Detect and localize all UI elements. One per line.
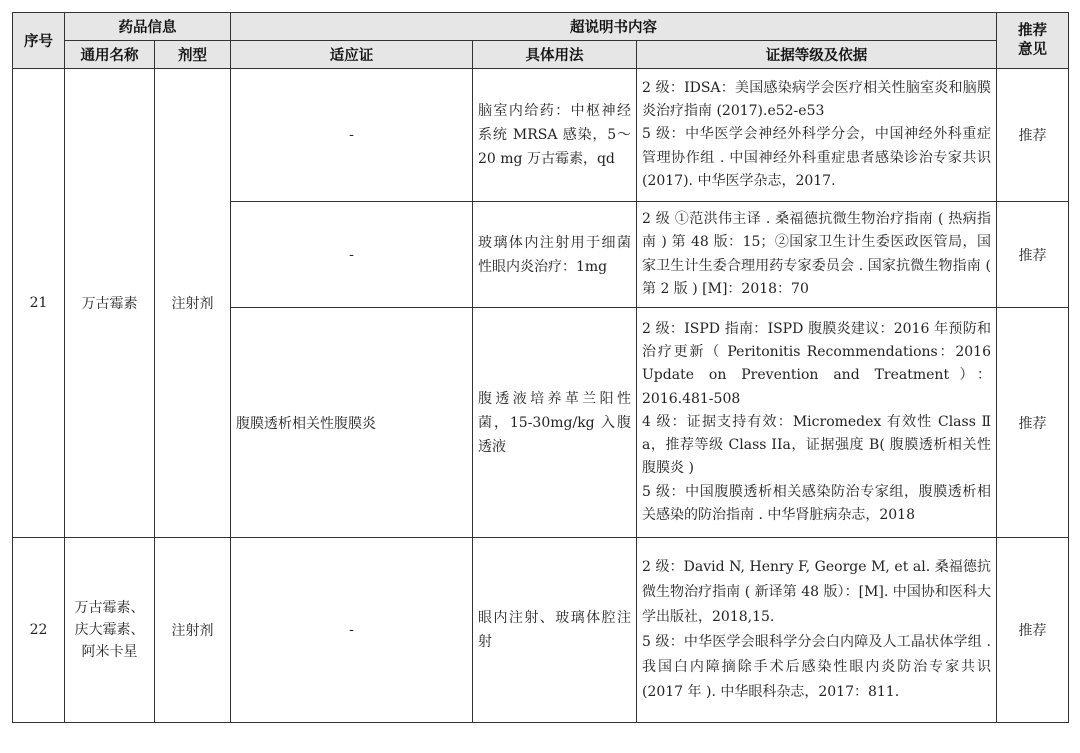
usage-cell: 玻璃体内注射用于细菌性眼内炎治疗：1mg xyxy=(473,202,637,308)
evidence-cell xyxy=(637,202,997,308)
evidence-entry: 2 级 ①范洪伟主译 . 桑福德抗微生物治疗指南 ( 热病指南 ) 第 48 版：15；②国家卫生计生委医政医管局，国家卫生计生委合理用药专家委员会 . 国家抗微生物指南 ( 第 2 版 ) [M]：2018：70 xyxy=(642,211,991,297)
indication-cell: 腹膜透析相关性腹膜炎 xyxy=(231,308,473,538)
evidence-entry: 5 级：中国腹膜透析相关感染防治专家组，腹膜透析相关感染的防治指南 . 中华肾脏病杂志，2018 xyxy=(642,483,991,523)
header-dosage-form: 剂型 xyxy=(155,41,231,69)
evidence-cell xyxy=(637,308,997,538)
usage-cell: 腹透液培养革兰阳性菌，15-30mg/kg 入腹透液 xyxy=(473,308,637,538)
generic-name-cell xyxy=(65,538,155,723)
recommend-cell: 推荐 xyxy=(997,202,1069,308)
generic-name-cell: 万古霉素 xyxy=(65,69,155,538)
evidence-entry: 4 级：证据支持有效：Micromedex 有效性 Class Ⅱ a，推荐等级 Class IIa，证据强度 B( 腹膜透析相关性腹膜炎 ) xyxy=(642,413,991,477)
evidence-entry: 5 级：中华医学会眼科学分会白内障及人工晶状体学组 . 我国白内障摘除手术后感染性眼内炎防治专家共识 (2017 年 ). 中华眼科杂志，2017：811. xyxy=(642,634,991,700)
indication-cell: - xyxy=(231,538,473,723)
evidence-entry: 5 级：中华医学会神经外科学分会，中国神经外科重症管理协作组 . 中国神经外科重症患者感染诊治专家共识 (2017). 中华医学杂志，2017. xyxy=(642,126,991,189)
offlabel-drug-table xyxy=(12,12,1069,723)
header-indication: 适应证 xyxy=(231,41,473,69)
usage-cell: 脑室内给药：中枢神经系统 MRSA 感染，5～20 mg 万古霉素，qd xyxy=(473,69,637,202)
drug-name-line: 庆大霉素、 xyxy=(74,622,145,638)
header-usage: 具体用法 xyxy=(473,41,637,69)
evidence-entry: 2 级：IDSA：美国感染病学会医疗相关性脑室炎和脑膜炎治疗指南 (2017).e52-e53 xyxy=(642,79,991,120)
indication-cell: - xyxy=(231,202,473,308)
recommend-cell: 推荐 xyxy=(997,308,1069,538)
header-generic-name: 通用名称 xyxy=(65,41,155,69)
evidence-entry: 2 级：ISPD 指南：ISPD 腹膜炎建议：2016 年预防和治疗更新（ Peritonitis Recommendations：2016 Update on Prevention and Treatment）：2016.481-508 xyxy=(642,321,991,407)
recommend-cell: 推荐 xyxy=(997,69,1069,202)
header-recommend xyxy=(997,13,1069,69)
header-evidence: 证据等级及依据 xyxy=(637,41,997,69)
usage-cell: 眼内注射、玻璃体腔注射 xyxy=(473,538,637,723)
seq-cell: 21 xyxy=(13,69,65,538)
seq-cell: 22 xyxy=(13,538,65,723)
header-drug-info: 药品信息 xyxy=(65,13,231,41)
header-row-2 xyxy=(13,41,1069,69)
evidence-cell xyxy=(637,69,997,202)
evidence-cell xyxy=(637,538,997,723)
drug-name-line: 万古霉素、 xyxy=(74,600,145,616)
header-offlabel: 超说明书内容 xyxy=(231,13,997,41)
table-row xyxy=(13,69,1069,202)
drug-name-line: 阿米卡星 xyxy=(81,644,138,660)
evidence-entry: 2 级：David N, Henry F, George M, et al. 桑福德抗微生物治疗指南 ( 新译第 48 版）：[M]. 中国协和医科大学出版社，2018,15. xyxy=(642,559,991,625)
dosage-form-cell: 注射剂 xyxy=(155,538,231,723)
indication-cell: - xyxy=(231,69,473,202)
header-row-1 xyxy=(13,13,1069,41)
header-recommend-text: 推荐意见 xyxy=(1018,22,1047,58)
recommend-cell: 推荐 xyxy=(997,538,1069,723)
header-seq: 序号 xyxy=(13,13,65,69)
dosage-form-cell: 注射剂 xyxy=(155,69,231,538)
table-row xyxy=(13,538,1069,723)
